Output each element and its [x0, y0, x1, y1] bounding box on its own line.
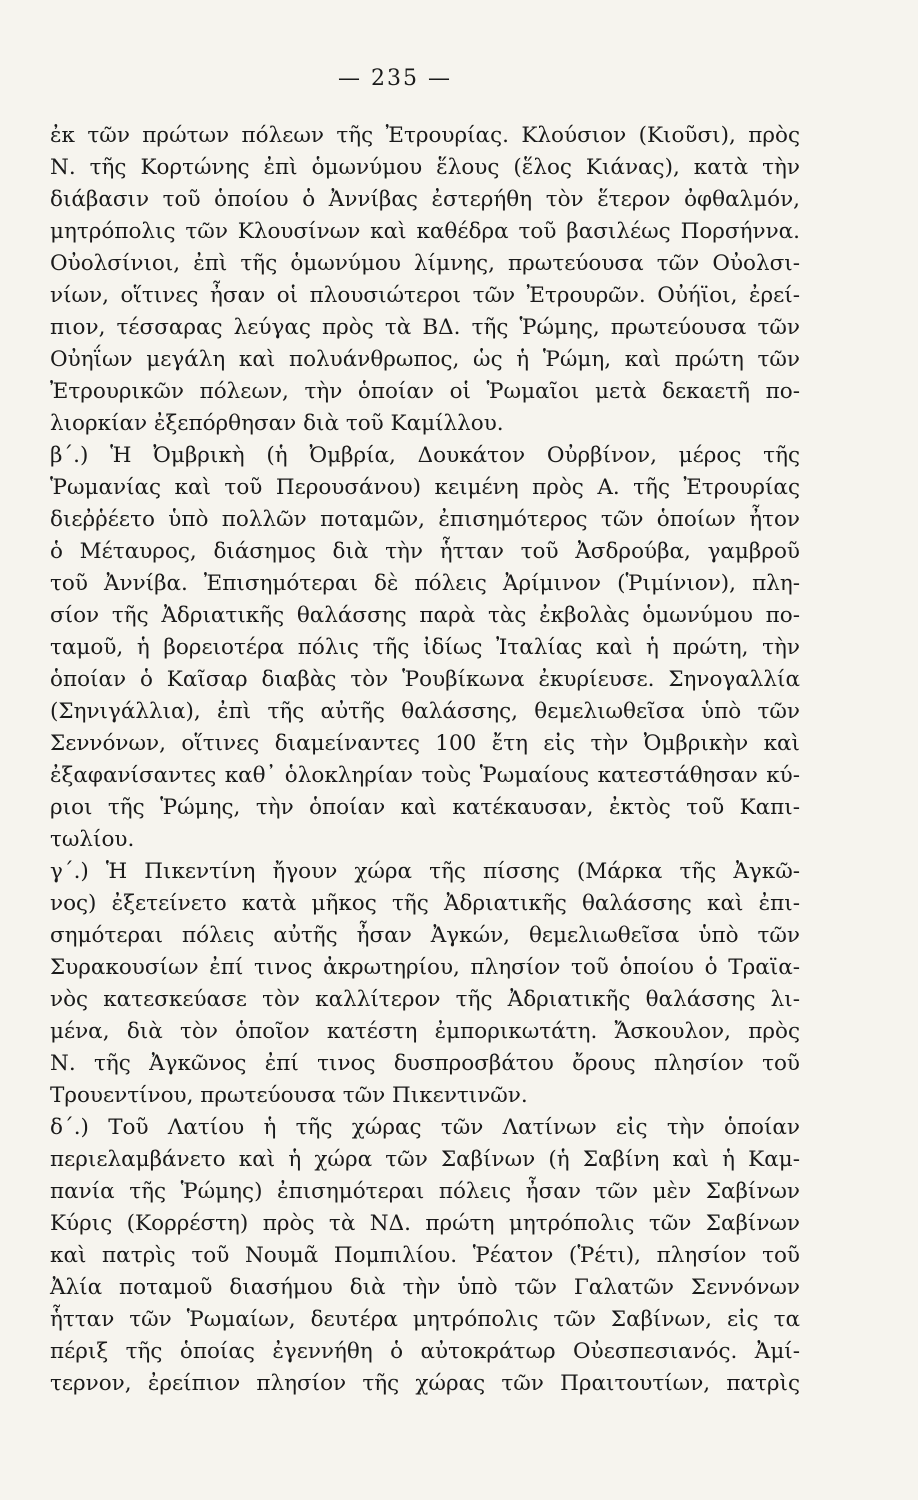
text-line: νος) ἐξετείνετο κατὰ μῆκος τῆς Ἀδριατικῆς θαλάσσης καὶ ἐπι- — [50, 891, 800, 916]
text-line: Ν. τῆς Ἀγκῶνος ἐπί τινος δυσπροσβάτου ὄρους πλησίον τοῦ — [50, 1051, 800, 1076]
text-line: Κύρις (Κορρέστη) πρὸς τὰ ΝΔ. πρώτη μητρόπολις τῶν Σαβίνων — [50, 1211, 800, 1236]
text-line: Οὐολσίνιοι, ἐπὶ τῆς ὁμωνύμου λίμνης, πρωτεύουσα τῶν Οὐολσι- — [50, 251, 800, 276]
text-line: σίον τῆς Ἀδριατικῆς θαλάσσης παρὰ τὰς ἐκβολὰς ὁμωνύμου πο- — [50, 603, 800, 628]
text-line: καὶ πατρὶς τοῦ Νουμᾶ Πομπιλίου. Ῥέατον (Ῥέτι), πλησίον τοῦ — [50, 1243, 800, 1268]
text-line: τερνον, ἐρείπιον πλησίον τῆς χώρας τῶν Πραιτουτίων, πατρὶς — [50, 1371, 800, 1396]
text-line: τωλίου. — [50, 827, 135, 852]
text-line: μητρόπολις τῶν Κλουσίνων καὶ καθέδρα τοῦ βασιλέως Πορσήννα. — [50, 219, 800, 244]
text-line: νὸς κατεσκεύασε τὸν καλλίτερον τῆς Ἀδριατικῆς θαλάσσης λι- — [50, 987, 800, 1012]
text-line: ὁ Μέταυρος, διάσημος διὰ τὴν ἧτταν τοῦ Ἀσδρούβα, γαμβροῦ — [50, 539, 800, 564]
text-line: πανία τῆς Ῥώμης) ἐπισημότεραι πόλεις ἦσαν τῶν μὲν Σαβίνων — [50, 1179, 800, 1204]
text-line: β΄.) Ἡ Ὀμβρικὴ (ἡ Ὀμβρία, Δουκάτον Οὐρβίνον, μέρος τῆς — [50, 443, 800, 468]
text-line: Ἀλία ποταμοῦ διασήμου διὰ τὴν ὑπὸ τῶν Γαλατῶν Σεννόνων — [50, 1275, 800, 1300]
text-line: τοῦ Ἀννίβα. Ἐπισημότεραι δὲ πόλεις Ἀρίμινον (Ῥιμίνιον), πλη- — [50, 571, 800, 596]
page-number: — 235 — — [338, 66, 452, 91]
text-line: διεῤῥέετο ὑπὸ πολλῶν ποταμῶν, ἐπισημότερος τῶν ὁποίων ἦτον — [50, 507, 800, 532]
text-line: πιον, τέσσαρας λεύγας πρὸς τὰ ΒΔ. τῆς Ῥώμης, πρωτεύουσα τῶν — [50, 315, 800, 340]
text-line: ὁποίαν ὁ Καῖσαρ διαβὰς τὸν Ῥουβίκωνα ἐκυρίευσε. Σηνογαλλία — [50, 667, 800, 692]
text-line: λιορκίαν ἐξεπόρθησαν διὰ τοῦ Καμίλλου. — [50, 411, 504, 436]
text-line: Ν. τῆς Κορτώνης ἐπὶ ὁμωνύμου ἕλους (ἕλος Κιάνας), κατὰ τὴν — [50, 155, 800, 180]
body-text — [50, 120, 800, 1400]
text-line: μένα, διὰ τὸν ὁποῖον κατέστη ἐμπορικωτάτη. Ἄσκουλον, πρὸς — [50, 1019, 800, 1044]
text-line: πέριξ τῆς ὁποίας ἐγεννήθη ὁ αὐτοκράτωρ Οὐεσπεσιανός. Ἀμί- — [50, 1339, 800, 1364]
text-line: ταμοῦ, ἡ βορειοτέρα πόλις τῆς ἰδίως Ἰταλίας καὶ ἡ πρώτη, τὴν — [50, 635, 800, 660]
text-line: Οὐηΐων μεγάλη καὶ πολυάνθρωπος, ὡς ἡ Ῥώμη, καὶ πρώτη τῶν — [50, 347, 800, 372]
text-line: δ΄.) Τοῦ Λατίου ἡ τῆς χώρας τῶν Λατίνων εἰς τὴν ὁποίαν — [50, 1115, 800, 1140]
text-line: Συρακουσίων ἐπί τινος ἀκρωτηρίου, πλησίον τοῦ ὁποίου ὁ Τραϊα- — [50, 955, 800, 980]
text-line: γ΄.) Ἡ Πικεντίνη ἤγουν χώρα τῆς πίσσης (Μάρκα τῆς Ἀγκῶ- — [50, 859, 800, 884]
text-line: Ῥωμανίας καὶ τοῦ Περουσάνου) κειμένη πρὸς Α. τῆς Ἐτρουρίας — [50, 475, 800, 500]
text-line: διάβασιν τοῦ ὁποίου ὁ Ἀννίβας ἐστερήθη τὸν ἕτερον ὀφθαλμόν, — [50, 187, 800, 212]
text-line: (Σηνιγάλλια), ἐπὶ τῆς αὐτῆς θαλάσσης, θεμελιωθεῖσα ὑπὸ τῶν — [50, 699, 800, 724]
text-line: Ἐτρουρικῶν πόλεων, τὴν ὁποίαν οἱ Ῥωμαῖοι μετὰ δεκαετῆ πο- — [50, 379, 800, 404]
text-line: ἐξαφανίσαντες καθ᾽ ὁλοκληρίαν τοὺς Ῥωμαίους κατεστάθησαν κύ- — [50, 763, 800, 788]
text-line: ἧτταν τῶν Ῥωμαίων, δευτέρα μητρόπολις τῶν Σαβίνων, εἰς τα — [50, 1307, 800, 1332]
text-line: νίων, οἵτινες ἦσαν οἱ πλουσιώτεροι τῶν Ἐτρουρῶν. Οὐήϊοι, ἐρεί- — [50, 283, 800, 308]
text-line: ἐκ τῶν πρώτων πόλεων τῆς Ἐτρουρίας. Κλούσιον (Κιοῦσι), πρὸς — [50, 123, 800, 148]
text-line: σημότεραι πόλεις αὐτῆς ἦσαν Ἀγκών, θεμελιωθεῖσα ὑπὸ τῶν — [50, 923, 800, 948]
text-line: ριοι τῆς Ῥώμης, τὴν ὁποίαν καὶ κατέκαυσαν, ἐκτὸς τοῦ Καπι- — [50, 795, 800, 820]
text-line: Σεννόνων, οἵτινες διαμείναντες 100 ἔτη εἰς τὴν Ὀμβρικὴν καὶ — [50, 731, 800, 756]
text-line: Τρουεντίνου, πρωτεύουσα τῶν Πικεντινῶν. — [50, 1083, 528, 1108]
text-line: περιελαμβάνετο καὶ ἡ χώρα τῶν Σαβίνων (ἡ Σαβίνη καὶ ἡ Καμ- — [50, 1147, 800, 1172]
